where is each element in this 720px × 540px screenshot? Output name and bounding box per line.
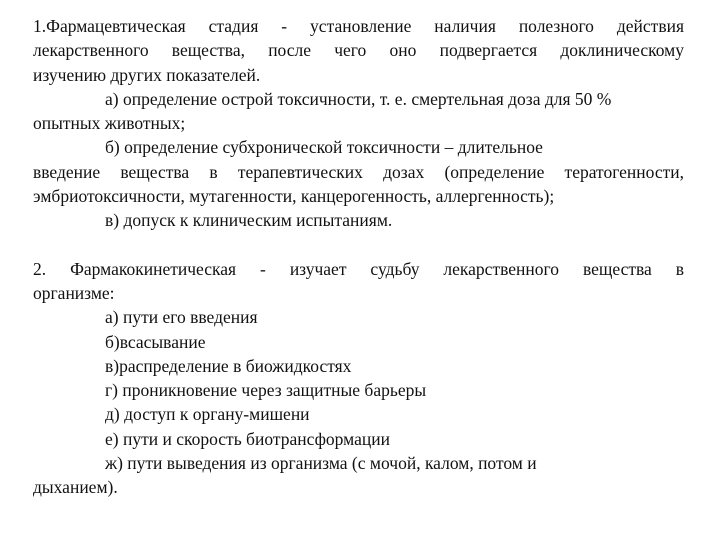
list-item: д) доступ к органу-мишени [105, 404, 310, 425]
section2-line-2: организме: [33, 282, 115, 303]
item-b-line-3: эмбриотоксичности, мутагенности, канцерогенность, аллергенность); [33, 186, 555, 207]
item-c: в) допуск к клиническим испытаниям. [105, 210, 393, 231]
paragraph-spacer [33, 233, 684, 257]
section-pharmacokinetic [33, 257, 684, 500]
list-item: а) пути его введения [105, 307, 258, 328]
section2-line-1: 2. Фармакокинетическая - изучает судьбу лекарственного вещества в [33, 258, 684, 279]
list-item: г) проникновение через защитные барьеры [105, 380, 427, 401]
list-item: ж) пути выведения из организма (с мочой, калом, потом и [105, 453, 537, 474]
list-item: б)всасывание [105, 331, 206, 352]
item-b-line-1: б) определение субхронической токсичности – длительное [105, 137, 543, 158]
section-pharmaceutical-stage [33, 14, 684, 233]
item-a-line-2: опытных животных; [33, 113, 186, 134]
section2-last-line: дыханием). [33, 477, 118, 498]
section1-line-3: изучению других показателей. [33, 64, 261, 85]
item-b-line-2: введение вещества в терапевтических дозах (определение тератогенности, [33, 161, 684, 182]
list-item: в)распределение в биожидкостях [105, 355, 352, 376]
section1-line-2: лекарственного вещества, после чего оно подвергается доклиническому [33, 40, 684, 61]
list-item: е) пути и скорость биотрансформации [105, 428, 390, 449]
section1-line-1: 1.Фармацевтическая стадия - установление наличия полезного действия [33, 16, 684, 36]
item-a-line-1: а) определение острой токсичности, т. е. смертельная доза для 50 % [105, 88, 612, 109]
